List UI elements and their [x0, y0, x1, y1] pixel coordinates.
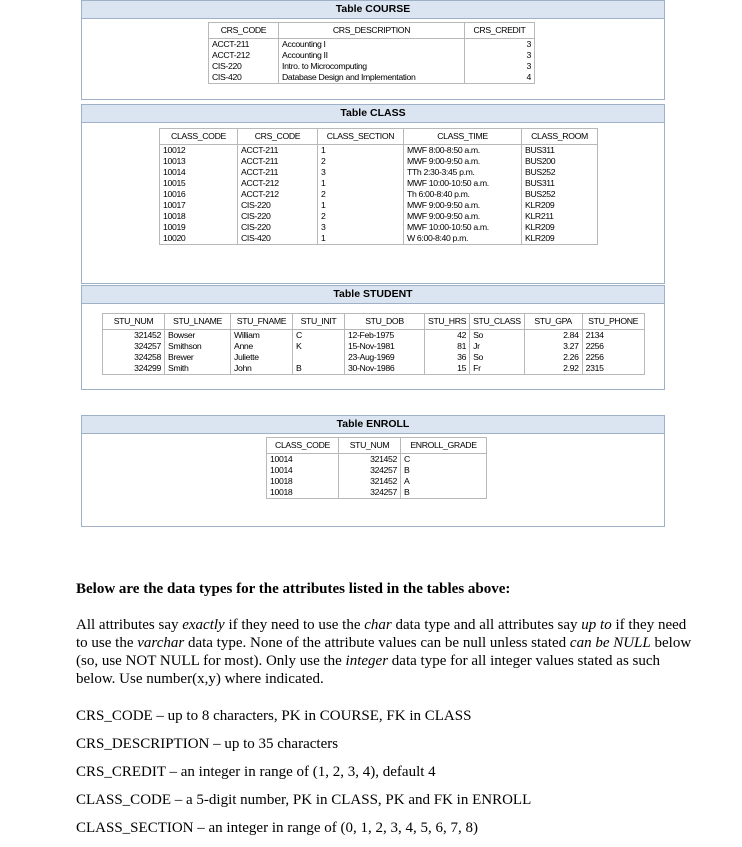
table-cell: William: [231, 330, 293, 342]
table-cell: MWF 9:00-9:50 a.m.: [404, 156, 522, 167]
table-cell: 10014: [267, 454, 339, 466]
table-cell: 42: [425, 330, 470, 342]
enroll-table: [266, 437, 487, 499]
table-cell: 4: [465, 72, 535, 84]
intro-text: if they need to use the: [224, 617, 365, 633]
attribute-line: CRS_CODE – up to 8 characters, PK in COURSE, FK in CLASS: [76, 708, 472, 724]
table-cell: Anne: [231, 341, 293, 352]
intro-emphasis: up to: [581, 617, 612, 633]
table-cell: 2.92: [524, 363, 582, 375]
table-cell: 1: [318, 145, 404, 157]
table-cell: Accounting II: [279, 50, 465, 61]
student-table-title: Table STUDENT: [82, 286, 664, 304]
table-cell: CIS-220: [209, 61, 279, 72]
intro-paragraph: [76, 616, 696, 688]
table-cell: 3: [465, 61, 535, 72]
column-header: CLASS_TIME: [404, 129, 522, 145]
column-header: STU_LNAME: [165, 314, 231, 330]
table-cell: CIS-220: [238, 222, 318, 233]
table-cell: CIS-420: [209, 72, 279, 84]
table-row: [160, 156, 598, 167]
table-cell: KLR209: [522, 200, 598, 211]
column-header: ENROLL_GRADE: [401, 438, 487, 454]
table-cell: Fr: [470, 363, 525, 375]
table-cell: [293, 352, 345, 363]
attribute-line: CRS_CREDIT – an integer in range of (1, 2, 3, 4), default 4: [76, 764, 436, 780]
table-cell: C: [293, 330, 345, 342]
column-header: STU_HRS: [425, 314, 470, 330]
table-cell: 324299: [103, 363, 165, 375]
table-cell: 324257: [339, 465, 401, 476]
table-cell: 10016: [160, 189, 238, 200]
class-table: [159, 128, 598, 245]
table-cell: 3: [318, 222, 404, 233]
table-cell: Intro. to Microcomputing: [279, 61, 465, 72]
column-header: STU_PHONE: [582, 314, 644, 330]
table-cell: MWF 8:00-8:50 a.m.: [404, 145, 522, 157]
column-header: STU_GPA: [524, 314, 582, 330]
table-row: [160, 189, 598, 200]
class-table-panel: [81, 104, 665, 284]
table-cell: K: [293, 341, 345, 352]
table-cell: So: [470, 330, 525, 342]
table-cell: MWF 10:00-10:50 a.m.: [404, 178, 522, 189]
table-row: [160, 233, 598, 245]
column-header: CRS_CODE: [238, 129, 318, 145]
table-cell: 81: [425, 341, 470, 352]
table-cell: 324257: [339, 487, 401, 499]
table-cell: 12-Feb-1975: [345, 330, 425, 342]
table-cell: KLR211: [522, 211, 598, 222]
table-cell: 10012: [160, 145, 238, 157]
table-cell: MWF 9:00-9:50 a.m.: [404, 211, 522, 222]
table-cell: 321452: [339, 454, 401, 466]
table-cell: TTh 2:30-3:45 p.m.: [404, 167, 522, 178]
table-cell: 15: [425, 363, 470, 375]
table-cell: KLR209: [522, 222, 598, 233]
table-cell: Database Design and Implementation: [279, 72, 465, 84]
table-cell: CIS-220: [238, 200, 318, 211]
table-cell: 10019: [160, 222, 238, 233]
student-table: [102, 313, 645, 375]
table-cell: 3.27: [524, 341, 582, 352]
course-table-panel: [81, 0, 665, 100]
table-cell: Bowser: [165, 330, 231, 342]
column-header: CRS_CODE: [209, 23, 279, 39]
table-row: [267, 465, 487, 476]
table-cell: 15-Nov-1981: [345, 341, 425, 352]
table-row: [103, 341, 645, 352]
table-cell: 10020: [160, 233, 238, 245]
table-cell: ACCT-211: [238, 167, 318, 178]
column-header: STU_NUM: [339, 438, 401, 454]
intro-text: below (so, use NOT NULL for most). Only use the: [76, 635, 692, 669]
table-row: [160, 200, 598, 211]
column-header: STU_INIT: [293, 314, 345, 330]
table-cell: C: [401, 454, 487, 466]
table-cell: MWF 9:00-9:50 a.m.: [404, 200, 522, 211]
column-header: CRS_DESCRIPTION: [279, 23, 465, 39]
table-row: [209, 39, 535, 51]
table-cell: 10018: [267, 487, 339, 499]
table-row: [160, 222, 598, 233]
table-row: [267, 476, 487, 487]
intro-emphasis: can be NULL: [569, 635, 651, 651]
table-cell: ACCT-211: [238, 156, 318, 167]
table-row: [160, 178, 598, 189]
table-cell: 30-Nov-1986: [345, 363, 425, 375]
table-row: [160, 145, 598, 157]
table-cell: BUS311: [522, 178, 598, 189]
table-row: [209, 61, 535, 72]
column-header: STU_CLASS: [470, 314, 525, 330]
table-cell: BUS311: [522, 145, 598, 157]
column-header: CLASS_SECTION: [318, 129, 404, 145]
table-row: [160, 211, 598, 222]
course-table: [208, 22, 535, 84]
table-cell: 2: [318, 211, 404, 222]
table-cell: Jr: [470, 341, 525, 352]
table-cell: ACCT-211: [238, 145, 318, 157]
table-cell: CIS-220: [238, 211, 318, 222]
table-row: [267, 454, 487, 466]
table-cell: 2134: [582, 330, 644, 342]
table-cell: ACCT-212: [209, 50, 279, 61]
table-cell: B: [401, 465, 487, 476]
intro-emphasis: varchar: [137, 635, 185, 651]
table-cell: 2.26: [524, 352, 582, 363]
table-cell: 10018: [160, 211, 238, 222]
table-row: [267, 487, 487, 499]
table-cell: 2256: [582, 341, 644, 352]
table-row: [160, 167, 598, 178]
intro-emphasis: exactly: [182, 617, 225, 633]
table-cell: Th 6:00-8:40 p.m.: [404, 189, 522, 200]
column-header: STU_FNAME: [231, 314, 293, 330]
table-cell: John: [231, 363, 293, 375]
table-cell: 1: [318, 200, 404, 211]
table-cell: 10014: [267, 465, 339, 476]
table-row: [103, 330, 645, 342]
course-table-title: Table COURSE: [82, 1, 664, 19]
intro-emphasis: char: [364, 617, 392, 633]
table-cell: 10014: [160, 167, 238, 178]
intro-text: All attributes say: [76, 617, 183, 633]
table-cell: Accounting I: [279, 39, 465, 51]
table-cell: MWF 10:00-10:50 a.m.: [404, 222, 522, 233]
table-cell: 324257: [103, 341, 165, 352]
table-cell: 2: [318, 189, 404, 200]
table-cell: 10015: [160, 178, 238, 189]
table-cell: BUS200: [522, 156, 598, 167]
table-cell: Brewer: [165, 352, 231, 363]
column-header: CLASS_CODE: [160, 129, 238, 145]
table-cell: ACCT-211: [209, 39, 279, 51]
table-cell: KLR209: [522, 233, 598, 245]
table-cell: 324258: [103, 352, 165, 363]
attribute-line: CLASS_CODE – a 5-digit number, PK in CLASS, PK and FK in ENROLL: [76, 792, 532, 808]
table-cell: Smithson: [165, 341, 231, 352]
table-cell: CIS-420: [238, 233, 318, 245]
intro-emphasis: integer: [345, 653, 389, 669]
table-row: [103, 352, 645, 363]
table-row: [209, 72, 535, 84]
table-cell: 2.84: [524, 330, 582, 342]
data-types-heading: Below are the data types for the attributes listed in the tables above:: [76, 581, 511, 597]
table-cell: Smith: [165, 363, 231, 375]
table-cell: A: [401, 476, 487, 487]
column-header: CLASS_ROOM: [522, 129, 598, 145]
column-header: CRS_CREDIT: [465, 23, 535, 39]
table-cell: 2315: [582, 363, 644, 375]
table-cell: 10017: [160, 200, 238, 211]
student-table-panel: [81, 285, 665, 390]
table-cell: BUS252: [522, 167, 598, 178]
table-cell: 36: [425, 352, 470, 363]
table-cell: 23-Aug-1969: [345, 352, 425, 363]
table-cell: W 6:00-8:40 p.m.: [404, 233, 522, 245]
table-cell: So: [470, 352, 525, 363]
intro-text: if they need to use the: [76, 617, 687, 651]
column-header: CLASS_CODE: [267, 438, 339, 454]
table-cell: 10018: [267, 476, 339, 487]
table-cell: ACCT-212: [238, 178, 318, 189]
table-cell: 321452: [103, 330, 165, 342]
table-row: [209, 50, 535, 61]
intro-text: data type. None of the attribute values can be null unless stated: [184, 635, 570, 651]
enroll-table-title: Table ENROLL: [82, 416, 664, 434]
attribute-line: CRS_DESCRIPTION – up to 35 characters: [76, 736, 339, 752]
table-cell: Juliette: [231, 352, 293, 363]
table-cell: 2256: [582, 352, 644, 363]
table-cell: 1: [318, 178, 404, 189]
table-cell: ACCT-212: [238, 189, 318, 200]
table-cell: 3: [465, 39, 535, 51]
table-cell: B: [293, 363, 345, 375]
table-cell: 1: [318, 233, 404, 245]
table-cell: B: [401, 487, 487, 499]
table-cell: 321452: [339, 476, 401, 487]
class-table-title: Table CLASS: [82, 105, 664, 123]
intro-text: data type for all integer values stated as such below. Use number(x,y) where indicated.: [76, 653, 661, 687]
table-cell: BUS252: [522, 189, 598, 200]
table-cell: 3: [318, 167, 404, 178]
column-header: STU_DOB: [345, 314, 425, 330]
attribute-line: CLASS_SECTION – an integer in range of (0, 1, 2, 3, 4, 5, 6, 7, 8): [76, 820, 479, 836]
intro-text: data type and all attributes say: [391, 617, 582, 633]
table-cell: 3: [465, 50, 535, 61]
column-header: STU_NUM: [103, 314, 165, 330]
table-row: [103, 363, 645, 375]
table-cell: 2: [318, 156, 404, 167]
enroll-table-panel: [81, 415, 665, 527]
table-cell: 10013: [160, 156, 238, 167]
